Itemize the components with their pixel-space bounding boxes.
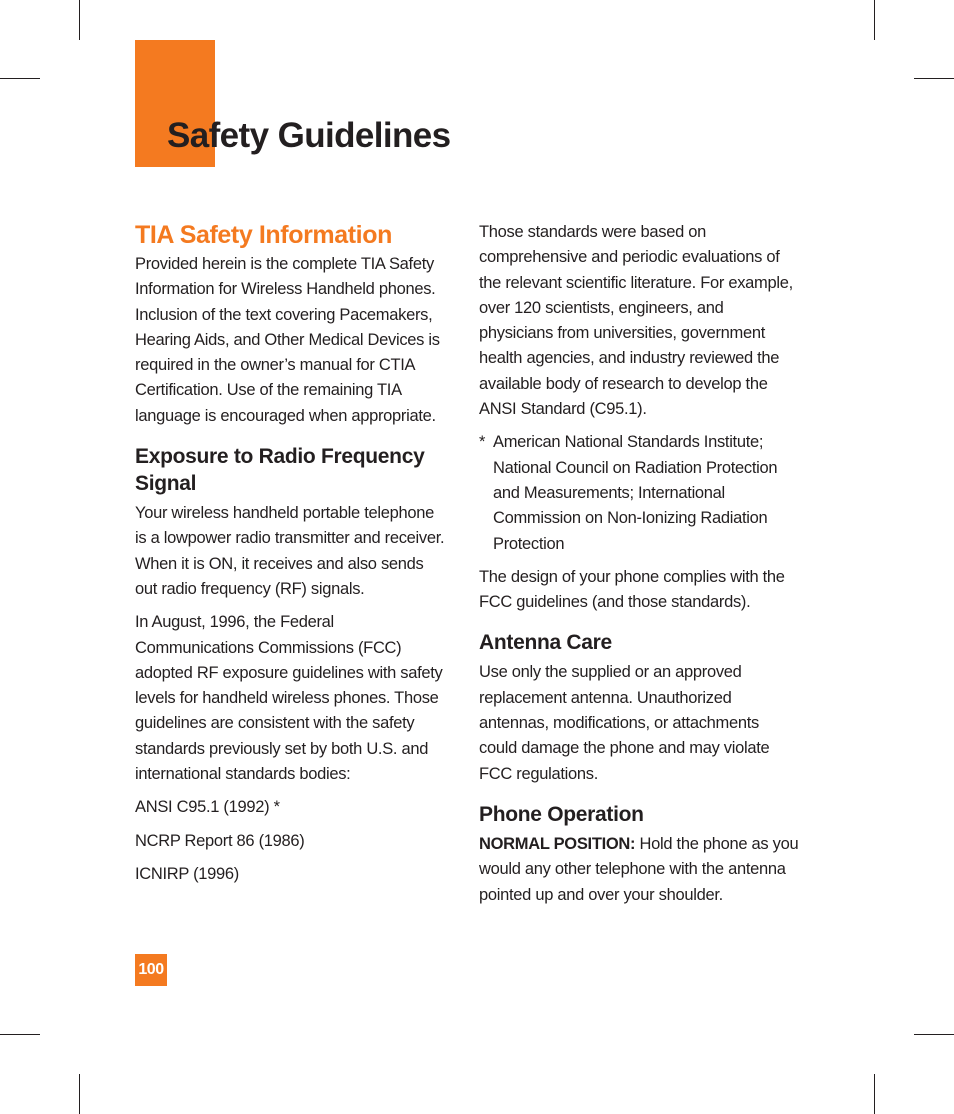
heading-antenna-care: Antenna Care	[479, 631, 612, 655]
right-column	[479, 220, 799, 916]
crop-mark	[0, 78, 40, 79]
standard-ncrp: NCRP Report 86 (1986)	[135, 831, 305, 850]
normal-position-text: Hold the phone as you would any other telephone with the antenna pointed up and over your shoulder.	[479, 834, 799, 904]
crop-mark	[914, 78, 954, 79]
normal-position-label: NORMAL POSITION:	[479, 834, 636, 853]
footnote-text: American National Standards Institute; National Council on Radiation Protection and Measurements; International Commission on Non-Ionizing Radiation Protection	[493, 433, 778, 553]
heading-phone-operation: Phone Operation	[479, 802, 644, 826]
standard-ansi: ANSI C95.1 (1992) *	[135, 798, 280, 817]
exposure-paragraph-2: In August, 1996, the Federal Communications Commissions (FCC) adopted RF exposure guidelines with safety levels for handheld wireless phones. Those guidelines are consistent with the safety standards previously set by both U.S. and international standards bodies:	[135, 613, 443, 784]
footnote	[479, 430, 799, 556]
exposure-paragraph-1: Your wireless handheld portable telephone is a lowpower radio transmitter and receiver. When it is ON, it receives and also sends out radio frequency (RF) signals.	[135, 504, 445, 598]
crop-mark	[874, 1074, 875, 1114]
crop-mark	[0, 1034, 40, 1035]
footnote-marker: *	[479, 433, 486, 452]
intro-paragraph: Provided herein is the complete TIA Safety Information for Wireless Handheld phones. Inclusion of the text covering Pacemakers, Hearing Aids, and Other Medical Devices is required in the owner’s manual for CTIA Certification. Use of the remaining TIA language is encouraged when appropriate.	[135, 255, 440, 425]
crop-mark	[79, 0, 80, 40]
design-paragraph: The design of your phone complies with the FCC guidelines (and those standards).	[479, 567, 785, 612]
antenna-paragraph: Use only the supplied or an approved replacement antenna. Unauthorized antennas, modifications, or attachments could damage the phone and may violate FCC regulations.	[479, 663, 770, 783]
standards-paragraph: Those standards were based on comprehensive and periodic evaluations of the relevant scientific literature. For example, over 120 scientists, engineers, and physicians from universities, government health agencies, and industry reviewed the available body of research to develop the ANSI Standard (C95.1).	[479, 223, 793, 419]
crop-mark	[874, 0, 875, 40]
crop-mark	[914, 1034, 954, 1035]
page-number: 100	[135, 954, 167, 986]
left-column	[135, 220, 449, 895]
normal-position-paragraph	[479, 832, 799, 908]
crop-mark	[79, 1074, 80, 1114]
section-heading-tia: TIA Safety Information	[135, 221, 392, 249]
standard-icnirp: ICNIRP (1996)	[135, 864, 240, 883]
page-title: Safety Guidelines	[167, 116, 451, 155]
heading-exposure: Exposure to Radio Frequency Signal	[135, 445, 425, 496]
